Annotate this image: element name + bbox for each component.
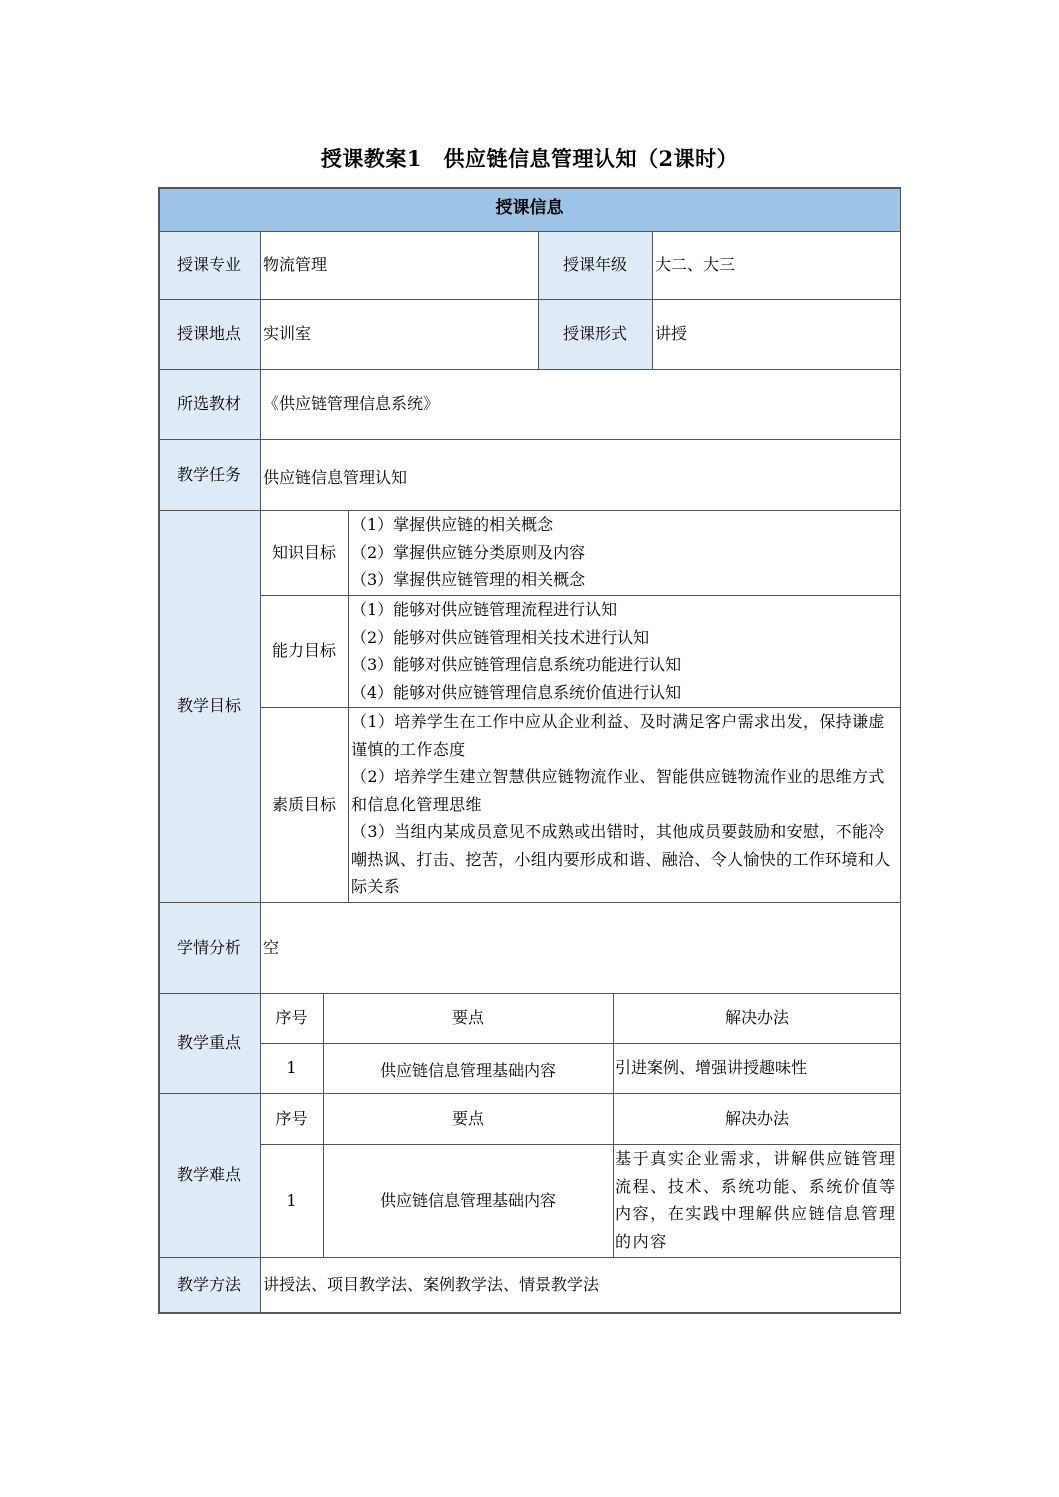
column-divider — [613, 993, 614, 1257]
task-label: 教学任务 — [158, 439, 260, 510]
list-item: （3）当组内某成员意见不成熟或出错时，其他成员要鼓励和安慰，不能冷嘲热讽、打击、挖苦，小组内要形成和谐、融洽、令人愉快的工作环境和人际关系 — [351, 822, 891, 897]
textbook-value: 《供应链管理信息系统》 — [263, 394, 440, 414]
list-item: （2）培养学生建立智慧供应链物流作业、智能供应链物流作业的思维方式和信息化管理思维 — [351, 767, 885, 814]
quality-list — [348, 707, 901, 902]
major-label: 授课专业 — [158, 231, 260, 299]
objectives-label: 教学目标 — [158, 510, 260, 902]
table-border — [158, 187, 901, 189]
row-divider — [158, 902, 901, 903]
list-item: （3）能够对供应链管理信息系统功能进行认知 — [351, 655, 682, 674]
textbook-label: 所选教材 — [158, 369, 260, 439]
quality-label: 素质目标 — [271, 794, 336, 814]
list-item: （1）培养学生在工作中应从企业利益、及时满足客户需求出发，保持谦虚谨慎的工作态度 — [351, 712, 885, 759]
major-value: 物流管理 — [263, 255, 328, 275]
methods-label: 教学方法 — [158, 1257, 260, 1313]
column-divider — [348, 510, 349, 902]
grade-value: 大二、大三 — [655, 255, 736, 275]
key-row-solution: 引进案例、增强讲授趣味性 — [615, 1058, 808, 1078]
row-divider — [158, 1093, 901, 1094]
table-header: 授课信息 — [158, 187, 901, 231]
knowledge-label: 知识目标 — [271, 542, 336, 562]
difficult-col-point: 要点 — [451, 1108, 484, 1128]
difficult-points-label: 教学难点 — [158, 1093, 260, 1257]
ability-label: 能力目标 — [271, 641, 336, 661]
page-title: 授课教案1 供应链信息管理认知（2课时） — [320, 146, 739, 171]
row-divider — [158, 510, 901, 511]
row-divider — [260, 595, 901, 596]
column-divider — [323, 993, 324, 1257]
column-divider — [538, 231, 539, 369]
task-value: 供应链信息管理认知 — [263, 467, 408, 487]
row-divider — [260, 707, 901, 708]
list-item: （4）能够对供应链管理信息系统价值进行认知 — [351, 682, 682, 702]
analysis-value: 空 — [263, 937, 280, 957]
row-divider — [158, 299, 901, 300]
form-label: 授课形式 — [538, 299, 652, 369]
table-border — [158, 1312, 901, 1314]
row-divider — [158, 439, 901, 440]
ability-list — [348, 595, 901, 707]
row-divider — [158, 231, 901, 232]
difficult-row-point: 供应链信息管理基础内容 — [379, 1190, 556, 1210]
difficult-row-solution: 基于真实企业需求，讲解供应链管理流程、技术、系统功能、系统价值等内容，在实践中理解供应链信息管理的内容 — [615, 1149, 897, 1251]
key-points-label: 教学重点 — [158, 993, 260, 1093]
table-border — [900, 187, 902, 1313]
row-divider — [158, 993, 901, 994]
key-row-point: 供应链信息管理基础内容 — [379, 1061, 556, 1081]
location-label: 授课地点 — [158, 299, 260, 369]
list-item: （3）掌握供应链管理的相关概念 — [351, 570, 586, 590]
key-col-point: 要点 — [451, 1008, 484, 1028]
difficult-row-no: 1 — [286, 1190, 297, 1210]
methods-value: 讲授法、项目教学法、案例教学法、情景教学法 — [263, 1275, 600, 1295]
list-item: （2）能够对供应链管理相关技术进行认知 — [351, 627, 650, 647]
lesson-plan-table — [158, 187, 901, 1313]
list-item: （1）掌握供应链的相关概念 — [351, 515, 554, 535]
list-item: （1）能够对供应链管理流程进行认知 — [351, 600, 618, 619]
row-divider — [158, 369, 901, 370]
key-col-no: 序号 — [275, 1008, 308, 1028]
table-border — [158, 187, 160, 1313]
row-divider — [260, 1144, 901, 1145]
knowledge-list — [348, 510, 901, 595]
location-value: 实训室 — [263, 324, 312, 344]
form-value: 讲授 — [655, 324, 688, 344]
key-row-no: 1 — [286, 1058, 297, 1078]
column-divider — [652, 231, 653, 369]
grade-label: 授课年级 — [538, 231, 652, 299]
row-divider — [260, 1043, 901, 1044]
row-divider — [158, 1257, 901, 1258]
list-item: （2）掌握供应链分类原则及内容 — [351, 542, 586, 562]
key-col-solution: 解决办法 — [724, 1008, 789, 1028]
analysis-label: 学情分析 — [158, 902, 260, 993]
column-divider — [260, 231, 261, 1313]
difficult-col-no: 序号 — [275, 1108, 308, 1128]
difficult-col-solution: 解决办法 — [724, 1108, 789, 1128]
